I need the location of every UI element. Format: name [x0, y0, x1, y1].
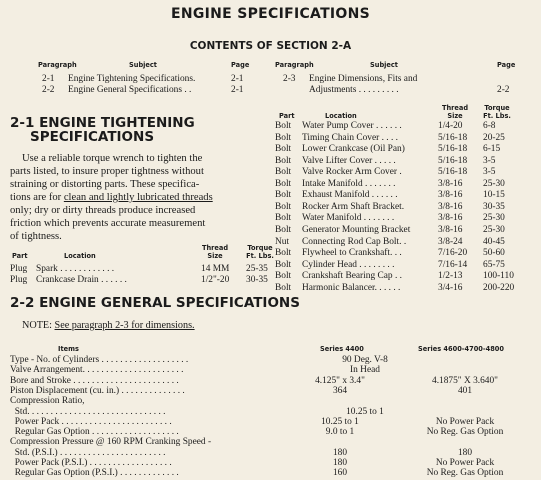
torque-row-part: Bolt	[275, 259, 292, 270]
general-row-value-series-4400: 9.0 to 1	[325, 427, 355, 438]
torque-row-torque: 40-45	[483, 236, 505, 247]
underlined-text: clean and lightly lubricated threads	[63, 192, 213, 203]
torque-row-part: Bolt	[275, 213, 292, 224]
torque-row-thread-size: 1/4-20	[438, 121, 463, 131]
general-row-item: Type - No. of Cylinders . . . . . . . . . . . . . . . . . . .	[10, 355, 189, 365]
torque-row-torque: 25-30	[483, 178, 505, 189]
torque-row-part: Bolt	[275, 248, 292, 259]
contents-page: 2-1	[231, 74, 244, 84]
note-link-paragraph-2-3[interactable]: See paragraph 2-3 for dimensions.	[54, 320, 195, 331]
torque-row-location: Flywheel to Crankshaft. . .	[302, 248, 402, 259]
page-title: ENGINE SPECIFICATIONS	[170, 6, 371, 22]
contents-para: 2-3	[283, 74, 296, 84]
torque-row-part: Bolt	[275, 132, 292, 143]
torque-row-location: Valve Lifter Cover . . . . .	[302, 155, 396, 166]
torque-row-part: Bolt	[275, 144, 292, 155]
section-2-1-paragraph-line: straining or distorting parts. These specifica-	[10, 179, 200, 190]
section-2-1-paragraph-line: friction which prevents accurate measurement	[10, 218, 206, 229]
torque-row-part: Bolt	[275, 178, 292, 189]
general-row-item: Regular Gas Option . . . . . . . . . . . . . . . . . . .	[10, 427, 179, 438]
torque-row-location: Generator Mounting Bracket	[302, 224, 411, 235]
contents-subject-link-cont[interactable]: Adjustments . . . . . . . . .	[309, 85, 399, 95]
plug-row-torque: 30-35	[246, 275, 268, 285]
torque-row-location: Rocker Arm Shaft Bracket.	[302, 201, 405, 212]
torque-row-torque: 3-5	[483, 167, 496, 178]
contents-title: CONTENTS OF SECTION 2-A	[189, 40, 352, 52]
torque-row-thread-size: 7/16-20	[438, 248, 468, 259]
plug-row-part: Plug	[10, 264, 28, 274]
general-header-items: Items	[58, 345, 79, 353]
plug-row-size: 14 MM	[201, 264, 230, 274]
torque-row-torque: 6-15	[483, 144, 501, 155]
general-row-value-series-4600: 401	[457, 385, 473, 396]
general-row-item: Std. . . . . . . . . . . . . . . . . . . . . . . . . . . . . .	[10, 406, 166, 417]
torque-row-location: Intake Manifold . . . . . . .	[302, 178, 396, 189]
plug-table-header-thread-size: Thread Size	[201, 244, 229, 260]
torque-row-location: Crankshaft Bearing Cap . .	[302, 271, 402, 282]
general-row-value-series-4600: No Reg. Gas Option	[426, 427, 504, 438]
plug-row-part: Plug	[10, 275, 28, 285]
torque-row-part: Bolt	[275, 201, 292, 212]
general-row-value-series-4400: 180	[332, 447, 348, 458]
section-2-2-note	[22, 319, 195, 332]
torque-row-thread-size: 5/16-18	[438, 155, 468, 166]
contents-subject-link[interactable]: Engine General Specifications . .	[68, 85, 192, 95]
section-2-1-paragraph-line: of tightness.	[10, 231, 62, 242]
torque-row-thread-size: 3/8-16	[438, 224, 463, 235]
general-row-value-series-4400: 4.125" x 3.4"	[315, 375, 365, 386]
general-row-item: Piston Displacement (cu. in.) . . . . . . . . . . . . . .	[10, 385, 185, 396]
section-2-1-paragraph-line: only; dry or dirty threads produce increased	[10, 205, 196, 216]
section-2-1-paragraph-line: Use a reliable torque wrench to tighten the	[22, 153, 203, 164]
plug-row-size: 1/2"-20	[201, 275, 230, 285]
torque-row-thread-size: 3/8-24	[438, 236, 463, 247]
general-row-value-series-4600: No Reg. Gas Option	[426, 468, 504, 479]
general-row-value-series-4600: No Power Pack	[435, 458, 495, 468]
contents-para: 2-2	[42, 85, 55, 95]
torque-row-torque: 30-35	[483, 201, 505, 212]
general-row-value-shared: In Head	[350, 365, 380, 376]
section-2-1-title-cont: SPECIFICATIONS	[30, 129, 155, 145]
general-header-series-4400: Series 4400	[320, 345, 364, 353]
torque-row-location: Water Manifold . . . . . . .	[302, 213, 395, 224]
general-row-item: Power Pack . . . . . . . . . . . . . . . . . . . . . . . .	[10, 416, 172, 427]
general-row-value-shared: 10.25 to 1	[346, 406, 384, 417]
torque-row-thread-size: 3/4-16	[438, 282, 463, 293]
contents-page: 2-2	[497, 85, 510, 95]
torque-table-header-part: Part	[279, 112, 295, 120]
contents-para: 2-1	[42, 74, 55, 84]
torque-row-part: Nut	[275, 236, 290, 247]
general-row-item: Power Pack (P.S.I.) . . . . . . . . . . . . . . . . . .	[10, 458, 172, 468]
contents-header-page: Page	[231, 61, 250, 69]
contents-header-subject: Subject	[129, 61, 157, 69]
plug-row-location: Crankcase Drain . . . . . .	[36, 275, 127, 285]
contents-subject-link[interactable]: Engine Tightening Specifications.	[68, 74, 196, 84]
torque-row-location: Exhaust Manifold . . . . . .	[302, 190, 398, 201]
general-row-value-series-4400: 180	[332, 458, 348, 468]
torque-row-torque: 50-60	[483, 248, 505, 259]
torque-row-location: Harmonic Balancer. . . . . .	[302, 282, 401, 293]
torque-row-part: Bolt	[275, 155, 292, 166]
general-row-value-shared: 90 Deg. V-8	[342, 355, 388, 365]
general-row-value-series-4400: 364	[332, 385, 348, 396]
torque-row-thread-size: 5/16-18	[438, 144, 468, 155]
general-row-value-series-4600: 180	[457, 447, 473, 458]
general-row-value-series-4400: 10.25 to 1	[321, 416, 359, 427]
general-row-item: Bore and Stroke . . . . . . . . . . . . . . . . . . . . . . .	[10, 375, 179, 386]
section-2-1-title: 2-1 ENGINE TIGHTENING	[10, 115, 195, 131]
plug-table-header-location: Location	[64, 252, 96, 260]
torque-row-location: Timing Chain Cover . . . .	[302, 132, 399, 143]
torque-row-torque: 65-75	[483, 259, 505, 270]
torque-row-location: Cylinder Head . . . . . . . .	[302, 259, 395, 270]
torque-row-thread-size: 5/16-18	[438, 167, 468, 178]
torque-row-part: Bolt	[275, 282, 292, 293]
torque-row-location: Connecting Rod Cap Bolt. .	[302, 236, 407, 247]
section-2-2-title: 2-2 ENGINE GENERAL SPECIFICATIONS	[10, 295, 300, 311]
torque-row-location: Lower Crankcase (Oil Pan)	[302, 144, 405, 155]
torque-row-thread-size: 3/8-16	[438, 201, 463, 212]
torque-row-torque: 20-25	[483, 132, 505, 143]
torque-row-location: Water Pump Cover . . . . . .	[302, 121, 402, 131]
torque-table-header-thread-size: Thread Size	[441, 104, 469, 120]
contents-header-page-2: Page	[497, 61, 516, 69]
torque-row-torque: 100-110	[483, 271, 514, 282]
torque-table-header-torque: Torque Ft. Lbs.	[483, 104, 511, 120]
torque-row-part: Bolt	[275, 224, 292, 235]
contents-page: 2-1	[231, 85, 244, 95]
torque-row-part: Bolt	[275, 271, 292, 282]
torque-row-part: Bolt	[275, 121, 292, 131]
plug-table-header-part: Part	[12, 252, 28, 260]
torque-row-torque: 10-15	[483, 190, 505, 201]
torque-row-torque: 3-5	[483, 155, 496, 166]
section-2-1-paragraph-line	[10, 191, 213, 204]
note-label: NOTE:	[22, 320, 52, 331]
torque-row-torque: 200-220	[483, 282, 515, 293]
general-row-item: Compression Pressure @ 160 RPM Cranking Speed -	[10, 437, 212, 448]
plug-table-header-torque: Torque Ft. Lbs.	[246, 244, 274, 260]
torque-row-torque: 25-30	[483, 213, 505, 224]
contents-header-paragraph: Paragraph	[38, 61, 77, 69]
paragraph-text: tions are for	[10, 192, 64, 203]
torque-row-location: Valve Rocker Arm Cover .	[302, 167, 402, 178]
section-2-1-paragraph-line: parts listed, to insure proper tightness without	[10, 166, 204, 177]
contents-header-paragraph-2: Paragraph	[275, 61, 314, 69]
contents-header-subject-2: Subject	[370, 61, 398, 69]
torque-row-thread-size: 7/16-14	[438, 259, 468, 270]
torque-row-part: Bolt	[275, 190, 292, 201]
torque-row-thread-size: 1/2-13	[438, 271, 463, 282]
general-row-item: Std. (P.S.I.) . . . . . . . . . . . . . . . . . . . . . . .	[10, 447, 166, 458]
general-row-value-series-4600: No Power Pack	[435, 416, 495, 427]
torque-row-thread-size: 3/8-16	[438, 190, 463, 201]
plug-row-torque: 25-35	[246, 264, 268, 274]
torque-row-torque: 6-8	[483, 121, 496, 131]
general-row-item: Compression Ratio,	[10, 396, 85, 407]
torque-row-thread-size: 3/8-16	[438, 213, 463, 224]
general-row-value-series-4600: 4.1875" X 3.640"	[432, 375, 498, 386]
general-row-value-series-4400: 160	[332, 468, 348, 479]
general-row-item: Valve Arrangement. . . . . . . . . . . . . . . . . . . . . .	[10, 365, 184, 376]
plug-row-location: Spark . . . . . . . . . . . .	[36, 264, 115, 274]
torque-table-header-location: Location	[325, 112, 357, 120]
torque-row-part: Bolt	[275, 167, 292, 178]
torque-row-torque: 25-30	[483, 224, 505, 235]
general-row-item: Regular Gas Option (P.S.I.) . . . . . . . . . . . . .	[10, 468, 179, 479]
torque-row-thread-size: 5/16-18	[438, 132, 468, 143]
general-header-series-4600: Series 4600-4700-4800	[418, 345, 504, 353]
torque-row-thread-size: 3/8-16	[438, 178, 463, 189]
contents-subject-link[interactable]: Engine Dimensions, Fits and	[309, 74, 418, 84]
